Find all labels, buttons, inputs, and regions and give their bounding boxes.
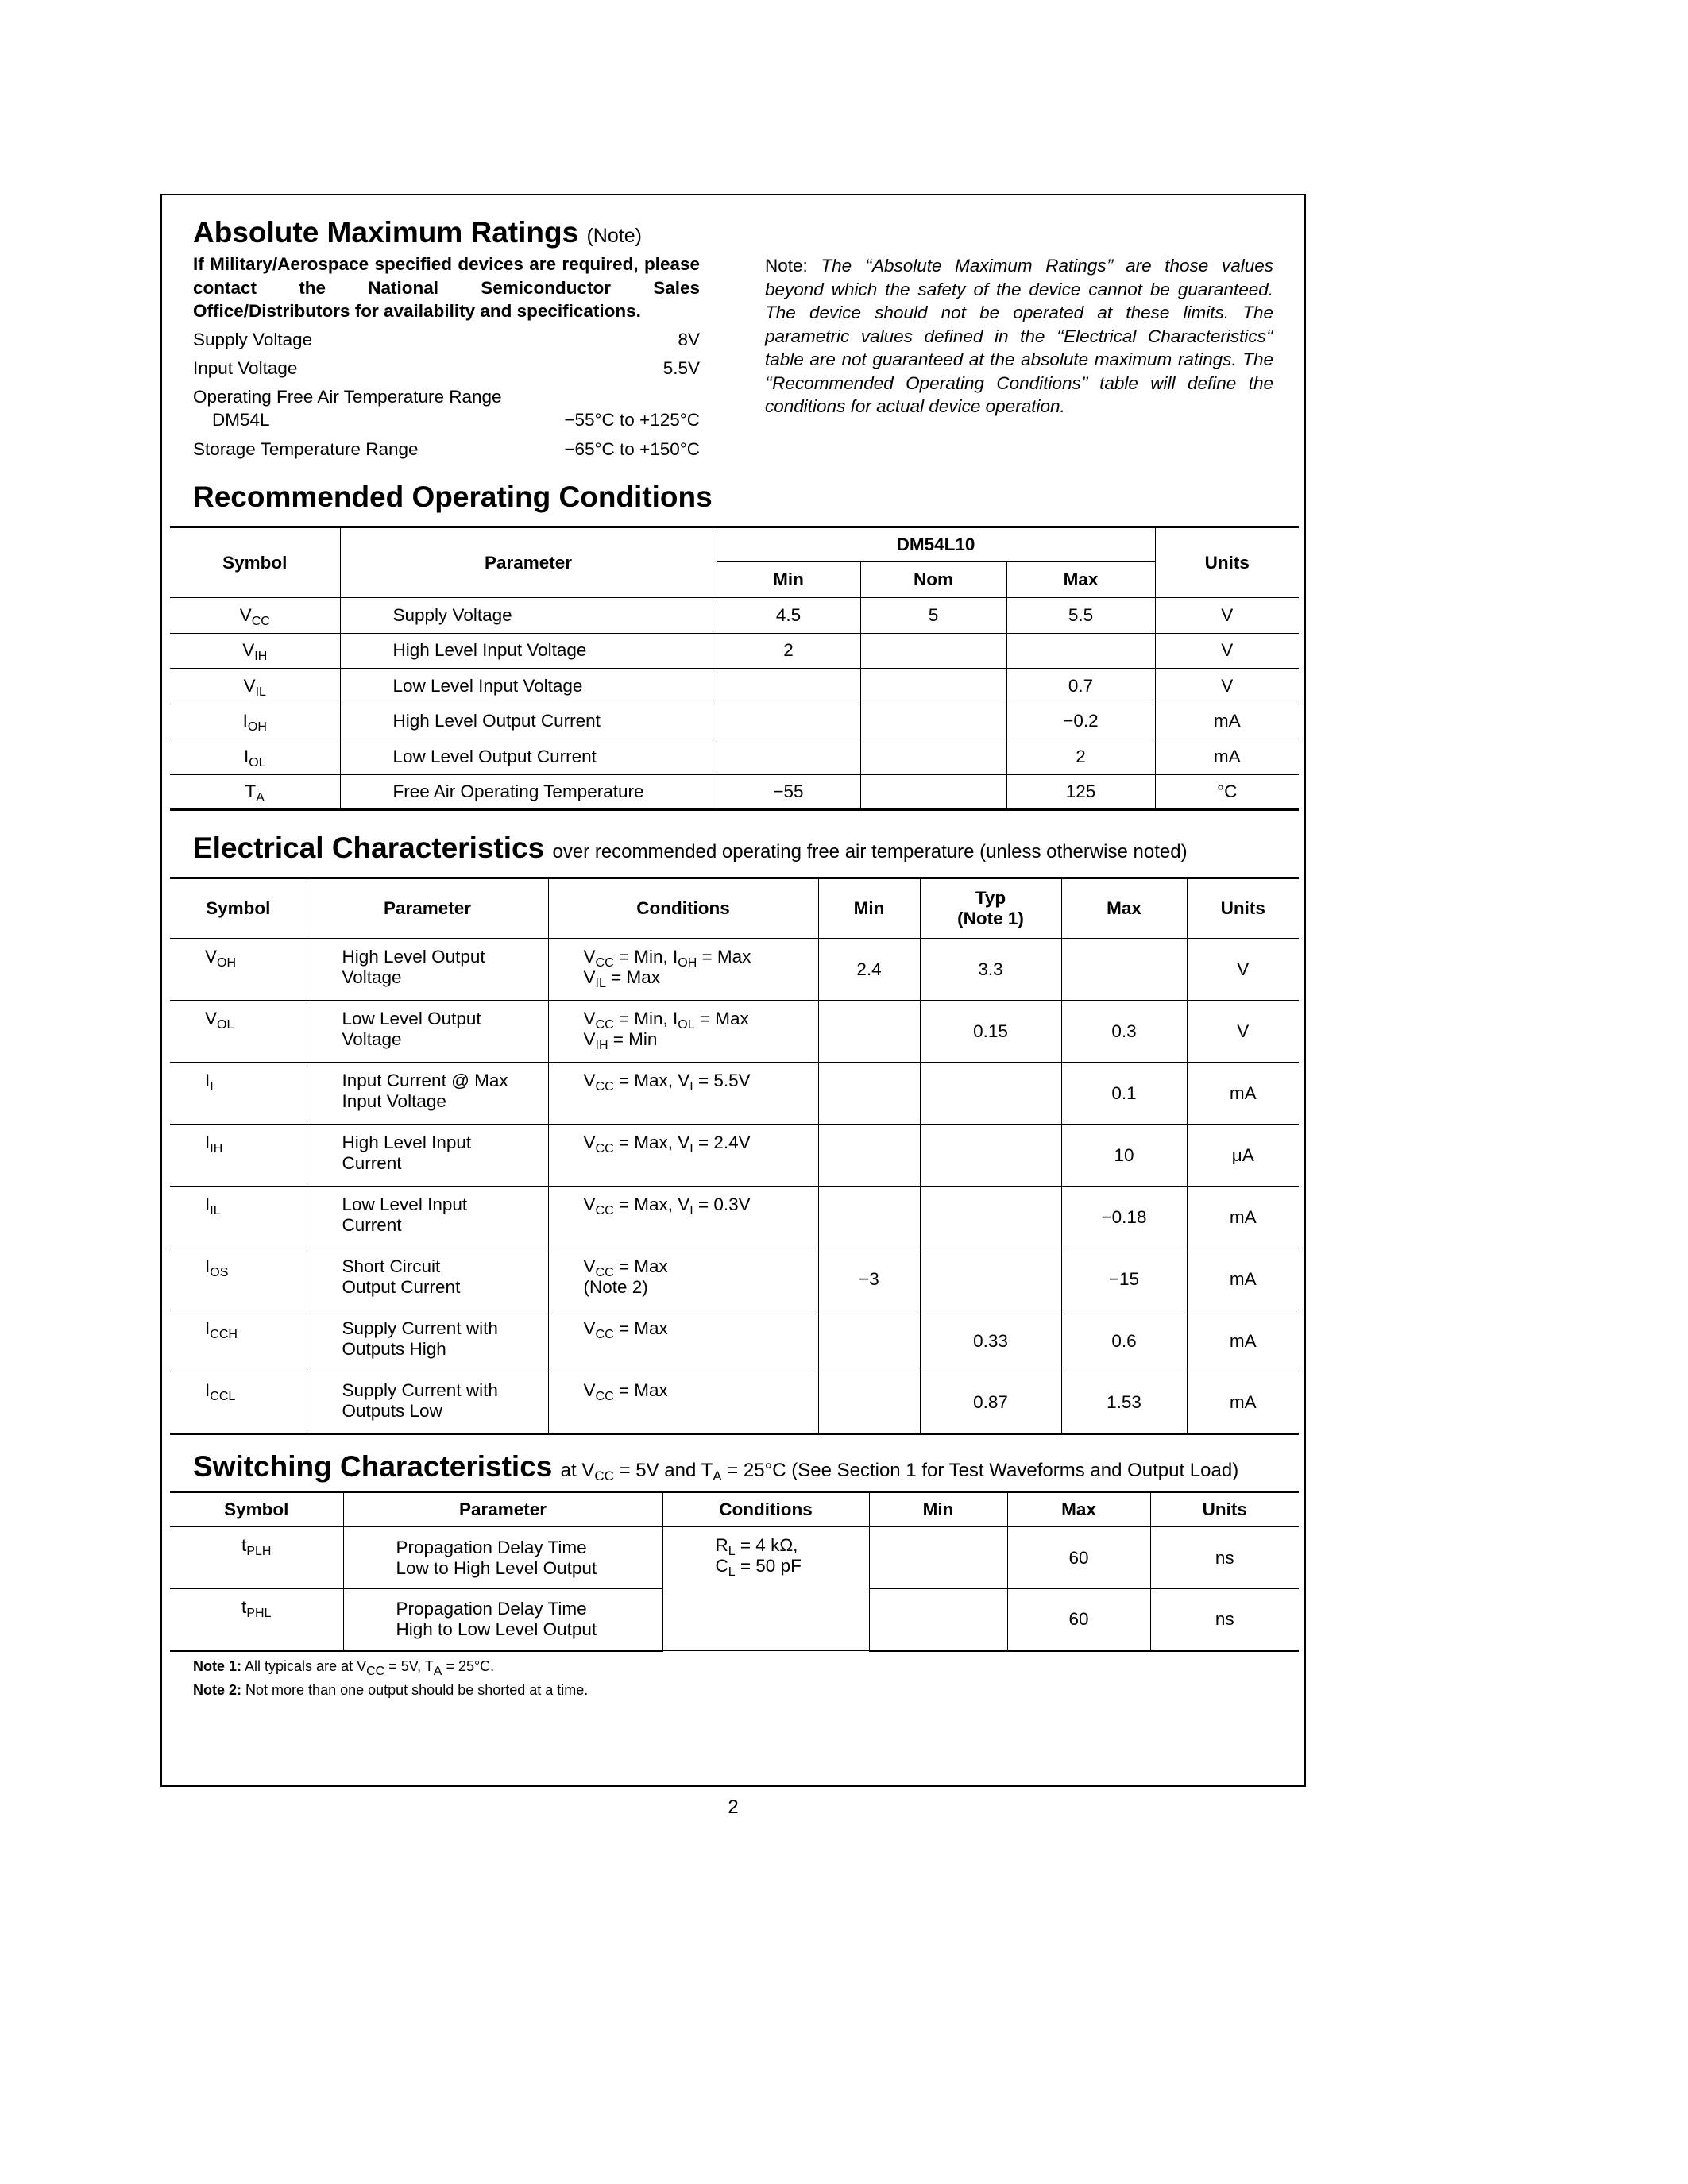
switching-title: Switching Characteristics at $V_{CC} = 5V$ and $T_A = 25^\circ C$ (See Section 1 for Test Waveforms and Output Load) <box>193 1450 1239 1484</box>
header-parameter: Parameter <box>343 1492 662 1527</box>
max-cell: 60 <box>1007 1527 1150 1589</box>
symbol-cell: $I_{IH}$ <box>170 1125 307 1187</box>
units-cell: mA <box>1155 739 1299 775</box>
max-cell: 0.1 <box>1061 1063 1187 1125</box>
min-cell <box>818 1310 920 1372</box>
symbol-cell: $V_{OL}$ <box>170 1001 307 1063</box>
units-cell: °C <box>1155 774 1299 810</box>
header-symbol: Symbol <box>170 527 340 598</box>
nom-cell <box>860 669 1006 704</box>
electrical-table <box>170 877 1299 1435</box>
parameter-cell: High Level Output Voltage <box>307 939 548 1001</box>
header-min: Min <box>717 562 860 598</box>
typ-cell: 0.33 <box>920 1310 1061 1372</box>
nom-cell <box>860 739 1006 775</box>
header-parameter: Parameter <box>307 878 548 939</box>
military-warning: If Military/Aerospace specified devices are required, please contact the National Semiconductor Sales Office/Distributors for availability and specifications. <box>193 254 700 321</box>
units-cell: ns <box>1150 1589 1299 1651</box>
header-max: Max <box>1007 1492 1150 1527</box>
nom-cell: 5 <box>860 598 1006 634</box>
header-parameter: Parameter <box>340 527 717 598</box>
typ-cell <box>920 1187 1061 1248</box>
absolute-max-note: Note: The ‘‘Absolute Maximum Ratings’’ are those values beyond which the safety of the device cannot be guaranteed. The device should not be operated at these limits. The parametric values defined in the ‘‘Electrical Characteristics‘‘ table are not guaranteed at the absolute maximum ratings. The ‘‘Recommended Operating Conditions’’ table will define the conditions for actual device operation. <box>765 256 1273 416</box>
table-row <box>170 1125 1299 1187</box>
electrical-title: Electrical Characteristics over recommended operating free air temperature (unless otherwise noted) <box>193 832 1188 864</box>
units-cell: mA <box>1187 1310 1299 1372</box>
conditions-cell: $V_{CC}$ = Max (Note 2) <box>548 1248 818 1310</box>
min-cell <box>717 669 860 704</box>
header-conditions: Conditions <box>662 1492 869 1527</box>
units-cell: mA <box>1187 1187 1299 1248</box>
min-cell <box>717 704 860 739</box>
table-row <box>170 1001 1299 1063</box>
max-cell: 60 <box>1007 1589 1150 1651</box>
typ-cell: 3.3 <box>920 939 1061 1001</box>
recommended-title: Recommended Operating Conditions <box>193 480 713 513</box>
units-cell: V <box>1187 939 1299 1001</box>
header-symbol: Symbol <box>170 1492 343 1527</box>
parameter-cell: Short Circuit Output Current <box>307 1248 548 1310</box>
parameter-cell: High Level Output Current <box>340 704 717 739</box>
electrical-subtitle: over recommended operating free air temperature (unless otherwise noted) <box>552 841 1188 862</box>
units-cell: V <box>1155 633 1299 669</box>
symbol-cell: $I_{OL}$ <box>170 739 340 775</box>
conditions-cell: $V_{CC}$ = Max <box>548 1310 818 1372</box>
max-cell: 2 <box>1006 739 1155 775</box>
max-cell: 0.3 <box>1061 1001 1187 1063</box>
min-cell: −3 <box>818 1248 920 1310</box>
units-cell: V <box>1187 1001 1299 1063</box>
max-cell: 0.7 <box>1006 669 1155 704</box>
table-row <box>170 598 1299 634</box>
header-symbol: Symbol <box>170 878 307 939</box>
symbol-cell: $I_{CCH}$ <box>170 1310 307 1372</box>
table-row <box>170 633 1299 669</box>
min-cell: 4.5 <box>717 598 860 634</box>
nom-cell <box>860 774 1006 810</box>
parameter-cell: High Level Input Voltage <box>340 633 717 669</box>
table-row <box>170 739 1299 775</box>
switching-subtitle: at $V_{CC} = 5V$ and $T_A = 25^\circ C$ (See Section 1 for Test Waveforms and Output Load) <box>560 1460 1239 1484</box>
header-units: Units <box>1155 527 1299 598</box>
symbol-cell: $V_{OH}$ <box>170 939 307 1001</box>
parameter-cell: Low Level Output Voltage <box>307 1001 548 1063</box>
footnotes <box>193 1654 588 1702</box>
amr-row: Storage Temperature Range −65°C to +150°C <box>193 439 700 459</box>
min-cell <box>869 1589 1007 1651</box>
absolute-max-title: Absolute Maximum Ratings (Note) <box>193 216 642 249</box>
max-cell: 0.6 <box>1061 1310 1187 1372</box>
max-cell: −15 <box>1061 1248 1187 1310</box>
max-cell <box>1061 939 1187 1001</box>
max-cell: 10 <box>1061 1125 1187 1187</box>
header-min: Min <box>869 1492 1007 1527</box>
conditions-cell: $V_{CC}$ = Max, $V_I = 0.3V$ <box>548 1187 818 1248</box>
parameter-cell: High Level Input Current <box>307 1125 548 1187</box>
min-cell <box>717 739 860 775</box>
header-typ: Typ (Note 1) <box>920 878 1061 939</box>
typ-cell <box>920 1248 1061 1310</box>
conditions-cell: $V_{CC}$ = Min, $I_{OH}$ = Max $V_{IL}$ = Max <box>548 939 818 1001</box>
header-max: Max <box>1061 878 1187 939</box>
parameter-cell: Supply Voltage <box>340 598 717 634</box>
header-conditions: Conditions <box>548 878 818 939</box>
symbol-cell: $I_{OS}$ <box>170 1248 307 1310</box>
min-cell <box>818 1001 920 1063</box>
parameter-cell: Propagation Delay Time High to Low Level Output <box>343 1589 662 1651</box>
max-cell: 5.5 <box>1006 598 1155 634</box>
max-cell: 1.53 <box>1061 1372 1187 1434</box>
min-cell: 2 <box>717 633 860 669</box>
max-cell <box>1006 633 1155 669</box>
min-cell <box>818 1187 920 1248</box>
parameter-cell: Input Current @ Max Input Voltage <box>307 1063 548 1125</box>
units-cell: V <box>1155 598 1299 634</box>
conditions-cell: $V_{CC}$ = Max, $V_I = 2.4V$ <box>548 1125 818 1187</box>
parameter-cell: Free Air Operating Temperature <box>340 774 717 810</box>
min-cell: 2.4 <box>818 939 920 1001</box>
table-row <box>170 1310 1299 1372</box>
parameter-cell: Low Level Input Voltage <box>340 669 717 704</box>
units-cell: mA <box>1155 704 1299 739</box>
symbol-cell: $t_{PHL}$ <box>170 1589 343 1651</box>
parameter-cell: Supply Current with Outputs Low <box>307 1372 548 1434</box>
min-cell <box>818 1372 920 1434</box>
max-cell: 125 <box>1006 774 1155 810</box>
table-row <box>170 1527 1299 1589</box>
min-cell <box>818 1063 920 1125</box>
absolute-max-title-note: (Note) <box>586 225 642 247</box>
header-device: DM54L10 <box>717 527 1155 562</box>
absolute-max-list <box>193 326 700 464</box>
units-cell: mA <box>1187 1372 1299 1434</box>
units-cell: ns <box>1150 1527 1299 1589</box>
conditions-cell: $R_L = 4$ kΩ, $C_L = 50$ pF <box>662 1527 869 1651</box>
min-cell <box>869 1527 1007 1589</box>
min-cell <box>818 1125 920 1187</box>
amr-row: Supply Voltage 8V <box>193 330 700 349</box>
table-row <box>170 939 1299 1001</box>
table-row <box>170 1187 1299 1248</box>
table-row <box>170 704 1299 739</box>
parameter-cell: Low Level Output Current <box>340 739 717 775</box>
symbol-cell: $I_{OH}$ <box>170 704 340 739</box>
symbol-cell: $V_{CC}$ <box>170 598 340 634</box>
units-cell: mA <box>1187 1063 1299 1125</box>
conditions-cell: $V_{CC}$ = Min, $I_{OL}$ = Max $V_{IH}$ = Min <box>548 1001 818 1063</box>
table-row <box>170 1372 1299 1434</box>
header-min: Min <box>818 878 920 939</box>
header-nom: Nom <box>860 562 1006 598</box>
units-cell: mA <box>1187 1248 1299 1310</box>
symbol-cell: $I_{CCL}$ <box>170 1372 307 1434</box>
amr-row: Operating Free Air Temperature Range <box>193 387 502 407</box>
units-cell: μA <box>1187 1125 1299 1187</box>
switching-table <box>170 1491 1299 1652</box>
symbol-cell: $I_I$ <box>170 1063 307 1125</box>
typ-cell: 0.87 <box>920 1372 1061 1434</box>
page-number: 2 <box>728 1796 739 1818</box>
typ-cell <box>920 1125 1061 1187</box>
symbol-cell: $V_{IL}$ <box>170 669 340 704</box>
conditions-cell: $V_{CC}$ = Max, $V_I = 5.5V$ <box>548 1063 818 1125</box>
min-cell: −55 <box>717 774 860 810</box>
max-cell: −0.18 <box>1061 1187 1187 1248</box>
table-row <box>170 1063 1299 1125</box>
note-1: Note 1: All typicals are at $V_{CC} = 5V$, $T_A = 25^\circ C$. <box>193 1658 495 1678</box>
symbol-cell: $I_{IL}$ <box>170 1187 307 1248</box>
parameter-cell: Low Level Input Current <box>307 1187 548 1248</box>
recommended-table <box>170 526 1299 811</box>
typ-cell: 0.15 <box>920 1001 1061 1063</box>
symbol-cell: $t_{PLH}$ <box>170 1527 343 1589</box>
symbol-cell: $T_A$ <box>170 774 340 810</box>
table-row <box>170 1248 1299 1310</box>
header-max: Max <box>1006 562 1155 598</box>
max-cell: −0.2 <box>1006 704 1155 739</box>
typ-cell <box>920 1063 1061 1125</box>
header-units: Units <box>1187 878 1299 939</box>
header-units: Units <box>1150 1492 1299 1527</box>
parameter-cell: Propagation Delay Time Low to High Level Output <box>343 1527 662 1589</box>
header-typ-note: (Note 1) <box>957 909 1024 928</box>
amr-row: DM54L −55°C to +125°C <box>212 410 700 430</box>
parameter-cell: Supply Current with Outputs High <box>307 1310 548 1372</box>
symbol-cell: $V_{IH}$ <box>170 633 340 669</box>
table-row <box>170 774 1299 810</box>
nom-cell <box>860 704 1006 739</box>
note-2: Note 2: Not more than one output should be shorted at a time. <box>193 1682 589 1698</box>
conditions-cell: $V_{CC}$ = Max <box>548 1372 818 1434</box>
amr-row: Input Voltage 5.5V <box>193 358 700 378</box>
nom-cell <box>860 633 1006 669</box>
table-row <box>170 669 1299 704</box>
units-cell: V <box>1155 669 1299 704</box>
